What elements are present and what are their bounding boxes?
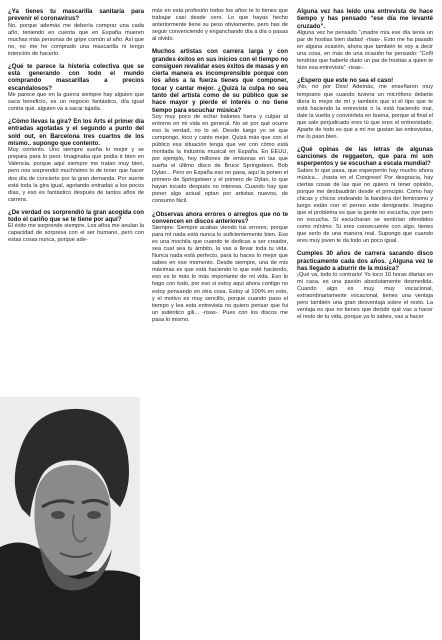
answer: más en esta profesión todos los años te lo tienes que trabajar casi desde cero. Lo que hayas hecho anteriormente tiene su peso obviamente, pero has de seguir convenciendo y enganchando día a día o pasas al olvido.: [152, 8, 288, 43]
question: Cumples 30 años de carrera sacando disco prácticamente cada dos años. ¿Alguna vez te has llegado a aburrir de la música?: [297, 250, 433, 272]
column-left: [8, 8, 144, 249]
question: ¿Qué te parece la histeria colectiva que se está generando con todo el mundo comprando mascarillas a precios escandalosos?: [8, 62, 144, 92]
answer: Sabes lo que pasa, que esperpento hay mucho ahora música... ¡hasta en el Congreso! Por desgracia, hay ciertas cosas de las que no quiero ni tener opinión, porque me desbaudrán desde el principio. Como hay chicas y chicos ondeando la bandera del feminismo y luego están con el perreo este denigrante. Imagino que el problema es que la gente no escucha, oye pero no escucha. Si escucharan se sentirían ofendidos como mínimo. Si eres consecuente con algo, tienes que serlo de una manera real. Supongo que cuando eres muy joven te da todo un poco igual.: [297, 167, 433, 245]
question: ¿De verdad os sorprendió la gran acogida con todo el cariño que se te tiene por aquí?: [8, 208, 144, 224]
question: ¿Observas ahora errores o arreglos que no te convencen en discos anteriores?: [152, 210, 288, 225]
answer: Siempre. Siempre acabas viendo tus errores, porque para mí nada está nunca lo suficientemente bien. Eso es una mochila que cuando te dedicas a ser creador, sea cual sea tu ámbito, la vas a llevar toda tu vida. Nunca nada está perfecto, para tu haces lo mejor que sabes en ese momento. Desde siempre, una de mis máximas es que está haciendo lo que esté haciendo, eso es lo más lo más importante de mi vida. Eso lo hago con todo, por eso si estoy aquí ahora contigo no estoy pensando en otra cosa. Estoy al 100% en esto, y el motivo es muy sencillo, porque cuando paso el tiempo y lea esta entrevista no quiero pensar que fui un auténtico gili... -risas-. Pues con los discos me pasa lo mismo.: [152, 225, 288, 323]
answer: ¡No, no por Dios! Además, me enseñaron muy temprano que cuando tuviera un micrófono delante diera lo mejor de mí y también que si el tipo que te está haciendo la entrevista o la está haciendo mal, dale la vuelta y conviértela en buena, porque al final el que sale perjudicado eres tú que eres el entrevistado. Aparte de todo es que a mí me gustan las entrevistas, me lo paso bien.: [297, 84, 433, 140]
answer: Soy muy poco de echar balones fuera y culpar al entorno en mi vida en general. No sé por qué ocurre eso la verdad, no lo sé. Desde luego yo sé que compongo, toco y canto mejor. Quizá más que con el público esa situación tenga que ver con cómo está montada la industria musical en España. En EEUU, por ejemplo, hoy millones de emisoras en las que sueña el último disco de Bruce Springsteen. Bob Dylan... Pero en España eso no pasa, aquí la ponen el primero de Springsteen y el primero de Dylan, lo que hayan tocado después no interesa. Cuando hay que poner algo actual optan por artistas nuevos, de consumo fácil.: [152, 113, 288, 205]
answer: Muy contento. Uno siempre sueña lo mejor y se prepara para lo peor. Imaginaba que podía ir bien en Valencia, porque aquí siempre me tratan muy bien, pero nos sorprendió muchísimo lo de tener que hacer dos día de concierto por la gran demanda. Por suerte está toda la gira igual, agotando entradas a los pocos días, y eso es fantástico después de tantos años de carrera.: [8, 147, 144, 203]
question: Alguna vez has leído una entrevista de hace tiempo y has pensado “ese día me levanté cruzado”.: [297, 8, 433, 30]
question: ¿Espero que este no sea el caso!: [297, 77, 394, 85]
answer: No, porque además me debería comprar una cada año, teniendo en cuenta que en España mueren muchas más personas de gripe común al año. Así que no, no me he comprado una mascarilla ni tengo intención de hacerlo.: [8, 22, 144, 57]
answer: Me parece que en la guerra siempre hay alguien que saca beneficio, es un negocio fantástico, día igual contra qué, alguien va a sacar tajada.: [8, 92, 144, 113]
question: ¿Ya tienes tu mascarilla sanitaria para prevenir el coronavirus?: [8, 8, 144, 23]
question: ¿Cómo llevas la gira? En los Arts el primer día entradas agotadas y el segundo a punto del sold out, en Barcelona tres cuartos de los mismo.. supongo que contento.: [8, 118, 144, 148]
column-right: [297, 8, 433, 326]
portrait-image: [0, 397, 140, 640]
answer: ¡Qué va, todo lo contrario! Yo toco 10 horas diarias en mi casa, es una pasión absolutamente desmedida. Cuando algo es muy muy vocacional, extraordinariamente vocacional, tienes una ventaja pero también una gran desventaja sobre el resto. La ventaja es que no tienes que decidir qué vas a hacer el resto de tu vida, porque ya lo sabes, vas a hacer: [297, 272, 433, 321]
answer: Alguna vez he pensado “¡madre mía ese día tenía un par de hostias bien dadas! -risas-. Esto me ha pasado en alguna ocasión, ahora que también te voy a decir una cosa, en más de una ocasión he pensado: “Coñi tendrías que haberle dado un par de hostias a quien te hizo esa entrevista” -risas-.: [297, 29, 433, 72]
question: Muchos artistas con carrera larga y con grandes éxitos en sus inicios con el tiempo no consiguen revalidar esos éxitos de masas y en cierta manera es incomprensible porque con los años a la fuerza tienes que componer, tocar y cantar mejor. ¿Quizá la culpa no sea tanto del artista como de su público que se hace mayor y pierde el interés o no tiene tiempo para escuchar música?: [152, 48, 288, 114]
answer: El éxito me sorprende siempre. Los años me anulan la capacidad de sorpresa con el ser humano, pero con estas cosas nunca, porque ade-: [8, 223, 144, 244]
column-middle: [152, 8, 288, 329]
question: ¿Qué opinas de las letras de algunas canciones de reggaeton, que para mí son esperpentos y se escuchan a escala mundial?: [297, 145, 433, 168]
portrait-photo: [0, 397, 140, 640]
